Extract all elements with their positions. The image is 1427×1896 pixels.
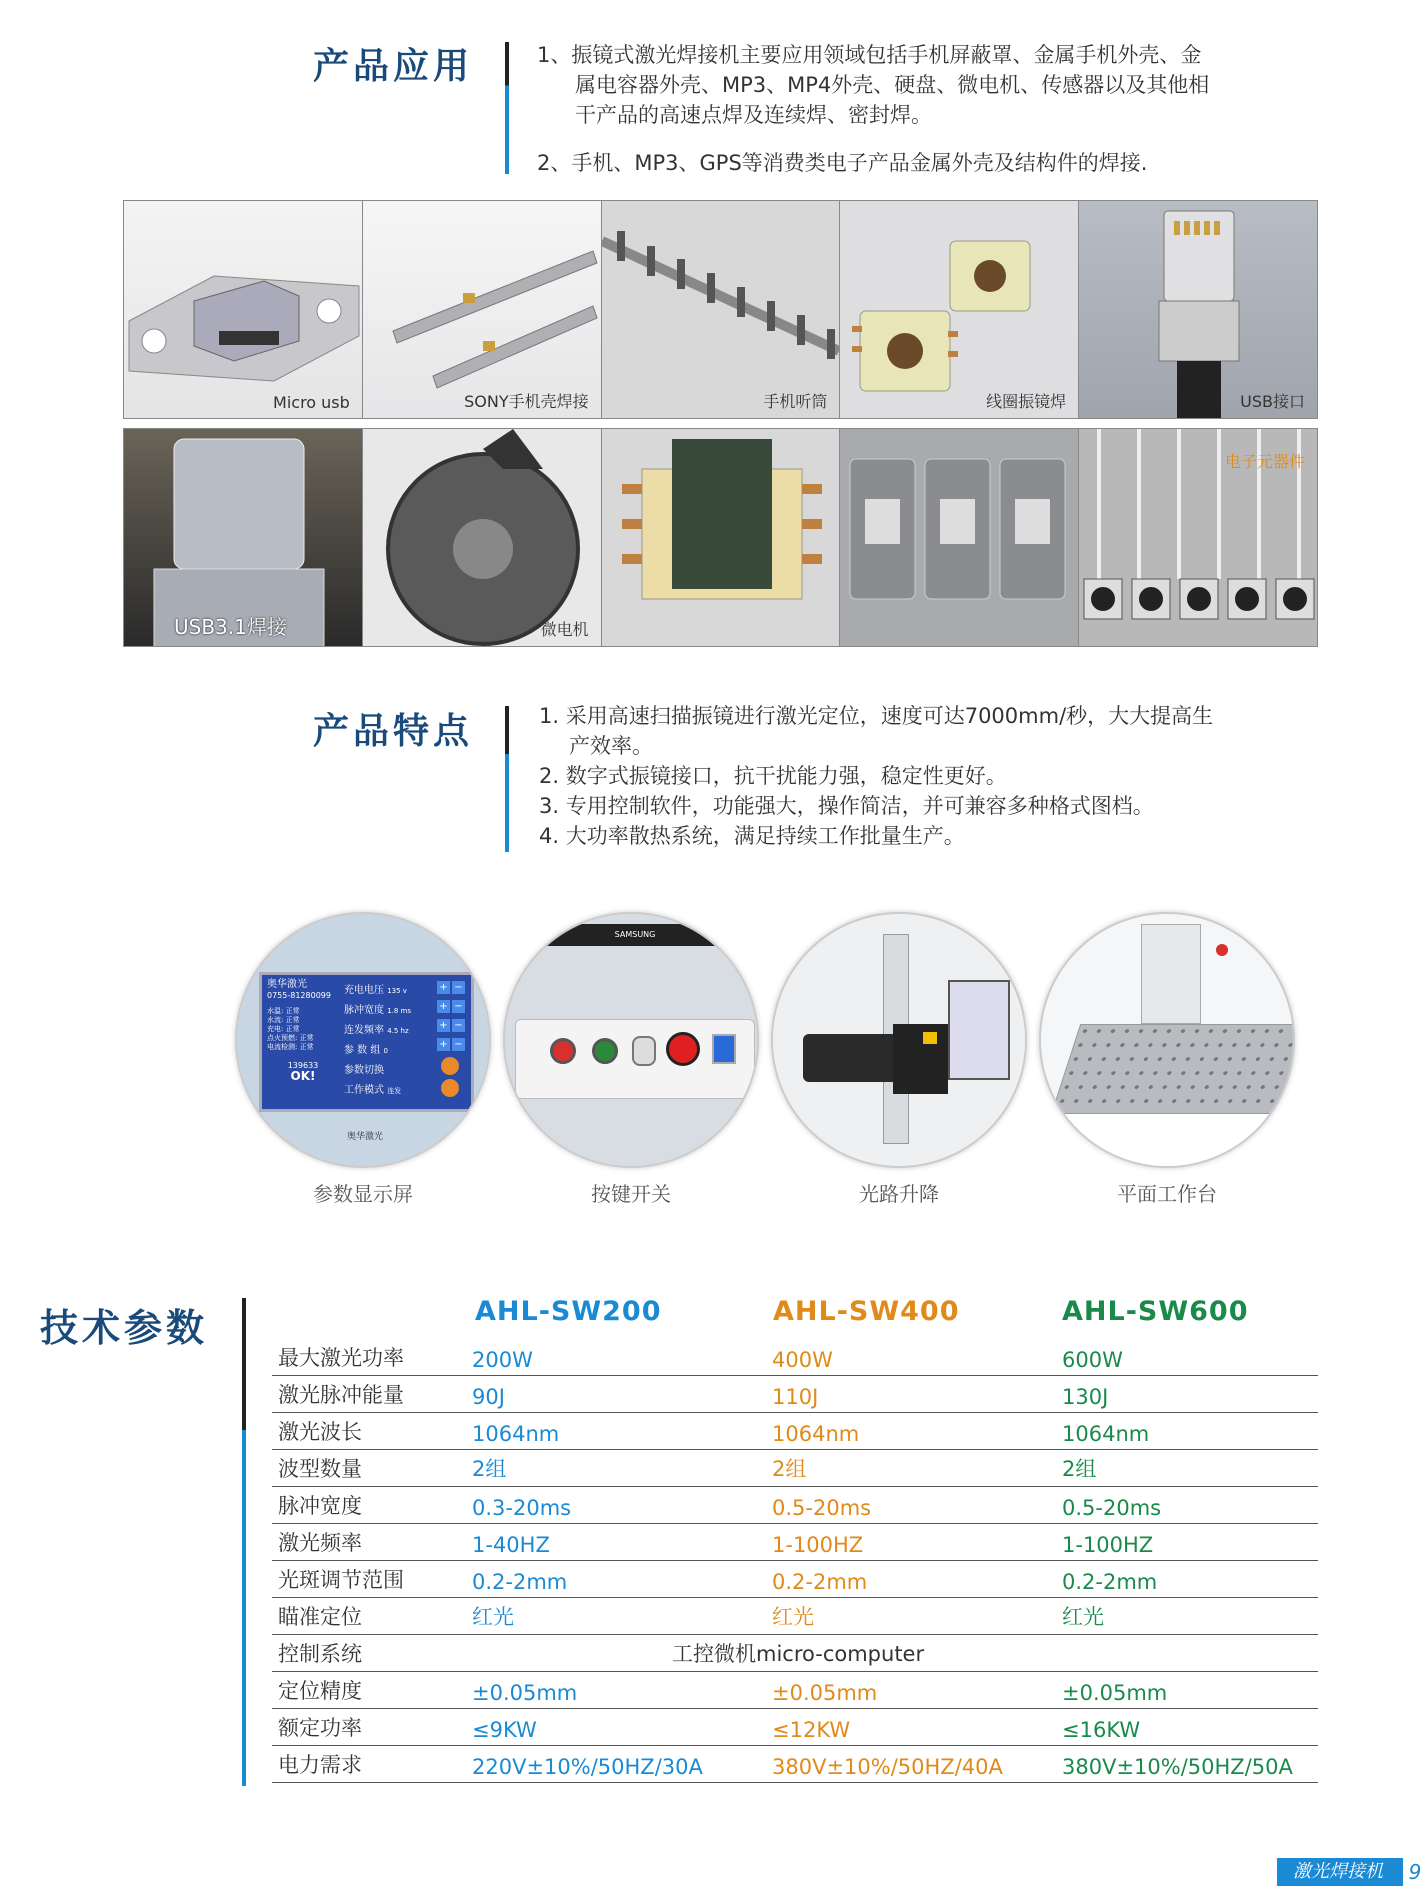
spec-value-sw200: 0.2-2mm (472, 1570, 568, 1594)
photo-coil (840, 201, 1079, 418)
screen-status-3: 充电: (267, 1025, 284, 1033)
screen-brand: 奥华激光 (267, 979, 307, 990)
model-sw400: AHL-SW400 (773, 1296, 960, 1327)
photo-usb31 (124, 429, 363, 646)
spec-row-wavelength (272, 1413, 1318, 1450)
screen-val-3: 4.5 hz (387, 1027, 409, 1035)
spec-row-max-power (272, 1339, 1318, 1376)
caption-micro-usb: Micro usb (273, 393, 350, 412)
circle-label-3: 光路升降 (859, 1182, 939, 1206)
spec-value-sw200: 1064nm (472, 1422, 560, 1446)
spec-label: 电力需求 (278, 1753, 362, 1777)
spec-label: 最大激光功率 (278, 1346, 404, 1370)
applications-p1-line1: 1、振镜式激光焊接机主要应用领域包括手机屏蔽罩、金属手机外壳、金 (537, 43, 1202, 67)
screen-status-val-4: 正常 (299, 1034, 314, 1042)
spec-value-sw200: 红光 (472, 1605, 514, 1629)
spec-value-sw600: 红光 (1062, 1605, 1104, 1629)
photo-grid-row2 (123, 428, 1318, 647)
spec-value-sw400: 2组 (772, 1457, 807, 1481)
spec-value-sw200: 0.3-20ms (472, 1496, 572, 1520)
feature-item-1-cont: 产效率。 (569, 734, 653, 758)
photo-sony (363, 201, 602, 418)
spec-label: 激光波长 (278, 1420, 362, 1444)
caption-sony: SONY手机壳焊接 (464, 392, 589, 411)
circle-button-switch (503, 912, 759, 1168)
spec-value-sw200: ≤9KW (472, 1718, 537, 1742)
spec-value-sw400: 0.2-2mm (772, 1570, 868, 1594)
spec-row-waveform-count (272, 1450, 1318, 1487)
applications-p1-line2: 属电容器外壳、MP3、MP4外壳、硬盘、微电机、传感器以及其他相 (575, 73, 1210, 97)
spec-value-sw600: 0.2-2mm (1062, 1570, 1158, 1594)
circle-light-path (771, 912, 1027, 1168)
spec-label: 脉冲宽度 (278, 1494, 362, 1518)
circle-label-1: 参数显示屏 (313, 1182, 413, 1206)
caption-usb-port: USB接口 (1240, 392, 1305, 411)
photo-usb-port (1079, 201, 1317, 418)
circle-label-4: 平面工作台 (1117, 1182, 1217, 1206)
spec-label: 定位精度 (278, 1679, 362, 1703)
monitor-brand: SAMSUNG (535, 924, 735, 946)
circle-param-display: 奥华激光 0755-81280099 水温: 正常 水流: 正常 充电: 正常 点火预燃: 正常 电流检测: 正常 139633 OK! 充电电压 135 v 脉冲宽度 1.8 ms 连发频率 4.5 hz 参 数 组 0 参数切换 工作模式 连发 + − + − + − + − 奥华激光 (235, 912, 491, 1168)
feature-item-1: 1. 采用高速扫描振镜进行激光定位，速度可达7000mm/秒，大大提高生 (539, 704, 1214, 728)
applications-p2: 2、手机、MP3、GPS等消费类电子产品金属外壳及结构件的焊接. (537, 151, 1148, 175)
screen-status-val-5: 正常 (299, 1043, 314, 1051)
screen-status-2: 水流: (267, 1016, 284, 1024)
spec-label: 瞄准定位 (278, 1605, 362, 1629)
spec-value-sw200: 200W (472, 1348, 533, 1372)
photo-micro-motor (363, 429, 602, 646)
features-text (539, 701, 1213, 851)
screen-row-6: 工作模式 (344, 1085, 384, 1096)
spec-value-shared: 工控微机micro-computer (672, 1642, 925, 1666)
screen-status-5: 电流检测: (267, 1043, 298, 1051)
feature-item-4: 4. 大功率散热系统，满足持续工作批量生产。 (539, 824, 965, 848)
spec-row-frequency (272, 1524, 1318, 1561)
page-footer (1277, 1858, 1427, 1886)
spec-value-sw600: ≤16KW (1062, 1718, 1141, 1742)
features-divider (505, 706, 509, 852)
spec-value-sw600: 130J (1062, 1385, 1109, 1409)
spec-row-pulse-width (272, 1487, 1318, 1524)
screen-status-val-1: 正常 (285, 1007, 300, 1015)
spec-value-sw600: 380V±10%/50HZ/50A (1062, 1755, 1293, 1779)
screen-row-5: 参数切换 (344, 1065, 384, 1076)
screen-phone: 0755-81280099 (267, 991, 331, 1000)
spec-label: 额定功率 (278, 1716, 362, 1740)
spec-value-sw200: ±0.05mm (472, 1681, 578, 1705)
screen-row-2: 脉冲宽度 (344, 1005, 384, 1016)
spec-row-rated-power (272, 1709, 1318, 1746)
screen-val-1: 135 v (387, 987, 407, 995)
spec-row-spot-range (272, 1561, 1318, 1598)
spec-label: 波型数量 (278, 1457, 362, 1481)
circle-label-2: 按键开关 (591, 1182, 671, 1206)
spec-value-sw600: 1-100HZ (1062, 1533, 1154, 1557)
spec-value-sw600: 2组 (1062, 1457, 1097, 1481)
screen-ok: OK! (290, 1069, 316, 1083)
spec-value-sw400: 400W (772, 1348, 833, 1372)
spec-value-sw200: 220V±10%/50HZ/30A (472, 1755, 703, 1779)
spec-label: 控制系统 (278, 1642, 362, 1666)
spec-label: 光斑调节范围 (278, 1568, 404, 1592)
spec-value-sw400: ≤12KW (772, 1718, 851, 1742)
caption-micro-motor: 微电机 (540, 620, 589, 639)
photo-components (1079, 429, 1317, 646)
specs-divider (242, 1298, 246, 1786)
specs-title: 技术参数 (40, 1306, 209, 1350)
spec-value-sw600: 1064nm (1062, 1422, 1150, 1446)
feature-item-2: 2. 数字式振镜接口，抗干扰能力强，稳定性更好。 (539, 764, 1007, 788)
feature-item-3: 3. 专用控制软件，功能强大，操作简洁，并可兼容多种格式图档。 (539, 794, 1154, 818)
screen-code: 139633 (287, 1061, 319, 1070)
spec-value-sw600: 600W (1062, 1348, 1123, 1372)
photo-grid-row1 (123, 200, 1318, 419)
spec-value-sw200: 2组 (472, 1457, 507, 1481)
caption-usb31: USB3.1焊接 (174, 615, 287, 639)
spec-value-sw400: 110J (772, 1385, 819, 1409)
spec-value-sw600: 0.5-20ms (1062, 1496, 1162, 1520)
caption-receiver: 手机听筒 (763, 392, 828, 411)
spec-row-pulse-energy (272, 1376, 1318, 1413)
screen-val-6: 连发 (387, 1087, 402, 1095)
screen-row-1: 充电电压 (344, 985, 384, 996)
model-sw600: AHL-SW600 (1062, 1296, 1249, 1327)
spec-value-sw400: 红光 (772, 1605, 814, 1629)
screen-status-val-2: 正常 (285, 1016, 300, 1024)
applications-title: 产品应用 (313, 46, 474, 87)
spec-row-control-system (272, 1635, 1318, 1672)
photo-inductor (602, 429, 841, 646)
screen-status-1: 水温: (267, 1007, 284, 1015)
caption-components: 电子元器件 (1224, 452, 1305, 471)
screen-status-4: 点火预燃: (267, 1034, 298, 1042)
spec-row-aiming (272, 1598, 1318, 1635)
spec-row-power-requirement (272, 1746, 1318, 1783)
circle-worktable (1039, 912, 1295, 1168)
features-title: 产品特点 (313, 711, 474, 752)
spec-row-accuracy (272, 1672, 1318, 1709)
spec-value-sw400: 380V±10%/50HZ/40A (772, 1755, 1003, 1779)
screen-status-val-3: 正常 (285, 1025, 300, 1033)
model-sw200: AHL-SW200 (475, 1296, 662, 1327)
caption-coil: 线圈振镜焊 (986, 392, 1067, 411)
applications-p1-line3: 干产品的高速点焊及连续焊、密封焊。 (575, 103, 932, 127)
applications-text (537, 40, 1209, 178)
spec-label: 激光脉冲能量 (278, 1383, 404, 1407)
photo-micro-usb (124, 201, 363, 418)
applications-divider (505, 42, 509, 174)
spec-value-sw200: 90J (472, 1385, 505, 1409)
spec-value-sw200: 1-40HZ (472, 1533, 550, 1557)
spec-value-sw400: 0.5-20ms (772, 1496, 872, 1520)
screen-val-4: 0 (383, 1047, 389, 1055)
footer-label: 激光焊接机 (1293, 1861, 1383, 1882)
spec-value-sw400: ±0.05mm (772, 1681, 878, 1705)
spec-label: 激光频率 (278, 1531, 362, 1555)
page-number: 9 (1403, 1858, 1427, 1886)
spec-value-sw600: ±0.05mm (1062, 1681, 1168, 1705)
screen-footer-brand: 奥华激光 (346, 1132, 383, 1142)
photo-receiver (602, 201, 841, 418)
photo-frames (840, 429, 1079, 646)
screen-val-2: 1.8 ms (387, 1007, 412, 1015)
screen-row-4: 参 数 组 (344, 1045, 381, 1056)
spec-value-sw400: 1-100HZ (772, 1533, 864, 1557)
screen-row-3: 连发频率 (344, 1025, 384, 1036)
spec-value-sw400: 1064nm (772, 1422, 860, 1446)
